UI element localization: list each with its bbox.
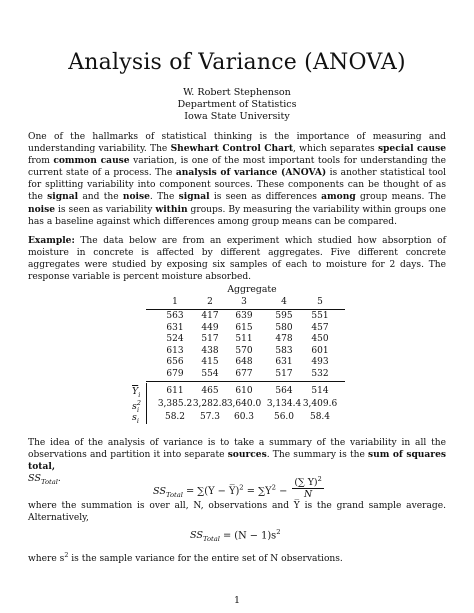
table-cell: 551	[311, 311, 329, 321]
column-header: 5	[317, 297, 323, 307]
table-cell: 478	[275, 334, 293, 345]
data-table	[0, 284, 474, 424]
summary-cell: 611	[166, 386, 184, 396]
summary-cell: 60.3	[233, 412, 255, 422]
author-university: Iowa State University	[184, 111, 290, 122]
column-header: 1	[172, 297, 178, 307]
table-cell: 583	[275, 345, 293, 356]
summary-label: $\overline{Y}_i$	[132, 386, 141, 399]
column-header: 4	[281, 297, 287, 307]
summary-cell: 465	[201, 386, 219, 396]
table-cell: 457	[311, 322, 329, 333]
summary-cell: 58.4	[309, 412, 331, 422]
page-number: 1	[233, 595, 241, 606]
summary-cell: 3,385.2	[157, 399, 193, 409]
table-cell: 415	[201, 357, 219, 368]
table-cell: 511	[235, 334, 253, 345]
table-heading: Aggregate	[227, 284, 277, 295]
summary-cell: 58.2	[164, 412, 186, 422]
table-cell: 563	[166, 311, 184, 321]
summary-label: $s^2_i$	[132, 399, 141, 414]
table-cell: 631	[166, 322, 184, 333]
summary-cell: 3,409.6	[302, 399, 338, 409]
author-name: W. Robert Stephenson	[183, 87, 291, 98]
where-paragraph-2: where $s^2$ is the sample variance for the entire set of N observations.	[28, 551, 343, 565]
table-cell: 656	[166, 357, 184, 368]
table-cell: 450	[311, 334, 329, 345]
column-header: 3	[241, 297, 247, 307]
table-cell: 613	[166, 345, 184, 356]
author-department: Department of Statistics	[177, 99, 297, 110]
table-cell: 532	[311, 369, 329, 379]
summary-cell: 3,282.8	[192, 399, 228, 409]
table-cell: 449	[201, 322, 219, 333]
summary-cell: 564	[275, 386, 293, 396]
table-cell: 517	[275, 369, 293, 379]
where-paragraph-1: where the summation is over all, N, observations and Y̅ is the grand sample average. Alternatively,	[28, 501, 446, 524]
summary-cell: 610	[235, 386, 253, 396]
header-rule	[146, 309, 345, 310]
table-cell: 631	[275, 357, 293, 368]
summary-cell: 514	[311, 386, 329, 396]
paper-title: Analysis of Variance (ANOVA)	[68, 50, 406, 75]
summary-cell: 56.0	[273, 412, 295, 422]
summary-cell: 3,640.0	[226, 399, 262, 409]
summary-cell: 57.3	[199, 412, 221, 422]
table-cell: 677	[235, 369, 253, 379]
sum-of-squares-equation: $SS_{Total} = \sum(Y$ − Y̅)$^2$ = $\sum Y^2$ − $\frac{(\sum Y)^2}{N}$	[153, 475, 322, 501]
table-cell: 679	[166, 369, 184, 379]
summary-label: $s_i$	[132, 412, 139, 425]
table-cell: 554	[201, 369, 219, 379]
table-cell: 615	[235, 322, 253, 333]
table-cell: 417	[201, 311, 219, 321]
table-cell: 438	[201, 345, 219, 356]
sum-of-squares-paragraph: The idea of the analysis of variance is to take a summary of the variability in all the observations and partition it into separate sources. The summary is the sum of squares total, $SS_{Total}$.	[28, 438, 446, 487]
example-paragraph: Example: The data below are from an experiment which studied how absorption of moisture in concrete is affected by different aggregates. Five different concrete aggregates were studied by exposing six samples of each to moisture for 2 days. The response variable is percent moisture absorbed.	[28, 235, 446, 283]
column-header: 2	[207, 297, 213, 307]
intro-paragraph: One of the hallmarks of statistical thinking is the importance of measuring and understanding variability. The Shewhart Control Chart, which separates special cause from common cause variation, is one of the most important tools for understanding the current state of a process. The analysis of variance (ANOVA) is another statistical tool for splitting variability into component sources. These components can be thought of as the signal and the noise. The signal is seen as differences among group means. The noise is seen as variability within groups. By measuring the variability within groups one has a baseline against which differences among group means can be compared.	[28, 132, 447, 227]
table-cell: 595	[275, 311, 293, 321]
table-cell: 639	[235, 311, 253, 321]
table-cell: 570	[235, 345, 253, 356]
summary-cell: 3,134.4	[266, 399, 302, 409]
table-cell: 648	[235, 357, 253, 368]
table-cell: 493	[311, 357, 329, 368]
summary-side-rule	[146, 383, 147, 424]
summary-rule	[146, 381, 345, 382]
table-cell: 580	[275, 322, 293, 333]
alternative-equation: $SS_{Total} = (N - 1)s^2$	[190, 528, 281, 544]
table-cell: 601	[311, 345, 329, 356]
table-cell: 517	[201, 334, 219, 345]
table-cell: 524	[166, 334, 184, 345]
